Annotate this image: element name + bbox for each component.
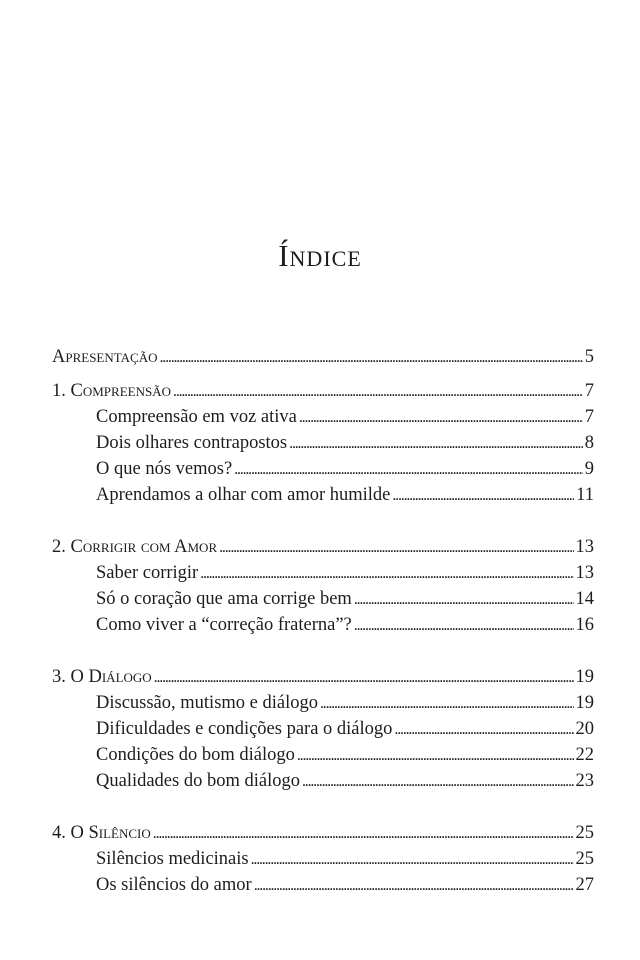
toc-subentry-page: 20 <box>575 719 594 739</box>
table-of-contents <box>52 344 594 898</box>
toc-subentry-page: 11 <box>576 485 594 505</box>
toc-entry-label: Apresentação <box>52 347 158 367</box>
toc-subentry-label: Compreensão em voz ativa <box>96 407 297 427</box>
toc-chapter-page: 25 <box>575 823 594 843</box>
toc-subentry <box>52 482 594 508</box>
toc-subentry <box>52 612 594 638</box>
toc-subentry-page: 19 <box>575 693 594 713</box>
toc-subentry-page: 14 <box>575 589 594 609</box>
dot-leader <box>154 664 574 691</box>
toc-subentry <box>52 404 594 430</box>
toc-chapter <box>52 820 594 846</box>
toc-subentry-label: Qualidades do bom diálogo <box>96 771 300 791</box>
toc-subentry <box>52 742 594 768</box>
toc-subentry <box>52 586 594 612</box>
toc-entry-intro <box>52 344 594 370</box>
toc-chapter-page: 7 <box>584 381 594 401</box>
toc-subentry-page: 7 <box>584 407 594 427</box>
toc-subentry-label: Aprendamos a olhar com amor humilde <box>96 485 391 505</box>
toc-subentry <box>52 716 594 742</box>
toc-subentry-label: Os silêncios do amor <box>96 875 252 895</box>
toc-subentry <box>52 846 594 872</box>
dot-leader <box>320 690 574 717</box>
dot-leader <box>200 560 573 587</box>
toc-subentry-page: 23 <box>575 771 594 791</box>
toc-subentry <box>52 430 594 456</box>
toc-chapter-label: 3. O Diálogo <box>52 667 152 687</box>
toc-subentry-page: 25 <box>575 849 594 869</box>
toc-subentry <box>52 560 594 586</box>
dot-leader <box>302 768 574 795</box>
dot-leader <box>354 612 574 639</box>
toc-chapter <box>52 534 594 560</box>
toc-chapter <box>52 378 594 404</box>
toc-subentry <box>52 690 594 716</box>
toc-chapter-label: 1. Compreensão <box>52 381 171 401</box>
toc-subentry-page: 13 <box>575 563 594 583</box>
dot-leader <box>219 534 573 561</box>
toc-chapter-label: 2. Corrigir com Amor <box>52 537 218 557</box>
toc-chapter-page: 13 <box>575 537 594 557</box>
toc-subentry <box>52 456 594 482</box>
dot-leader <box>173 378 583 405</box>
toc-subentry-page: 22 <box>575 745 594 765</box>
toc-chapter <box>52 664 594 690</box>
page-title: Índice <box>278 238 362 273</box>
toc-subentry-page: 16 <box>575 615 594 635</box>
toc-subentry-page: 27 <box>575 875 594 895</box>
dot-leader <box>289 430 583 457</box>
toc-subentry-label: Discussão, mutismo e diálogo <box>96 693 318 713</box>
dot-leader <box>234 456 583 483</box>
toc-subentry-label: Só o coração que ama corrige bem <box>96 589 352 609</box>
toc-subentry-page: 9 <box>584 459 594 479</box>
toc-subentry-label: Dois olhares contrapostos <box>96 433 288 453</box>
toc-chapter-label: 4. O Silêncio <box>52 823 151 843</box>
dot-leader <box>392 482 574 509</box>
toc-subentry-label: Como viver a “correção fraterna”? <box>96 615 352 635</box>
toc-entry-page: 5 <box>584 347 594 367</box>
toc-subentry-page: 8 <box>584 433 594 453</box>
dot-leader <box>254 872 574 899</box>
toc-subentry-label: Saber corrigir <box>96 563 199 583</box>
dot-leader <box>251 846 574 873</box>
toc-chapter-page: 19 <box>575 667 594 687</box>
toc-subentry-label: Condições do bom diálogo <box>96 745 295 765</box>
dot-leader <box>297 742 574 769</box>
dot-leader <box>160 344 583 371</box>
toc-subentry-label: Silêncios medicinais <box>96 849 249 869</box>
toc-subentry-label: Dificuldades e condições para o diálogo <box>96 719 393 739</box>
dot-leader <box>354 586 574 613</box>
toc-subentry <box>52 768 594 794</box>
toc-subentry <box>52 872 594 898</box>
dot-leader <box>394 716 573 743</box>
dot-leader <box>299 404 583 431</box>
toc-subentry-label: O que nós vemos? <box>96 459 233 479</box>
dot-leader <box>153 820 574 847</box>
